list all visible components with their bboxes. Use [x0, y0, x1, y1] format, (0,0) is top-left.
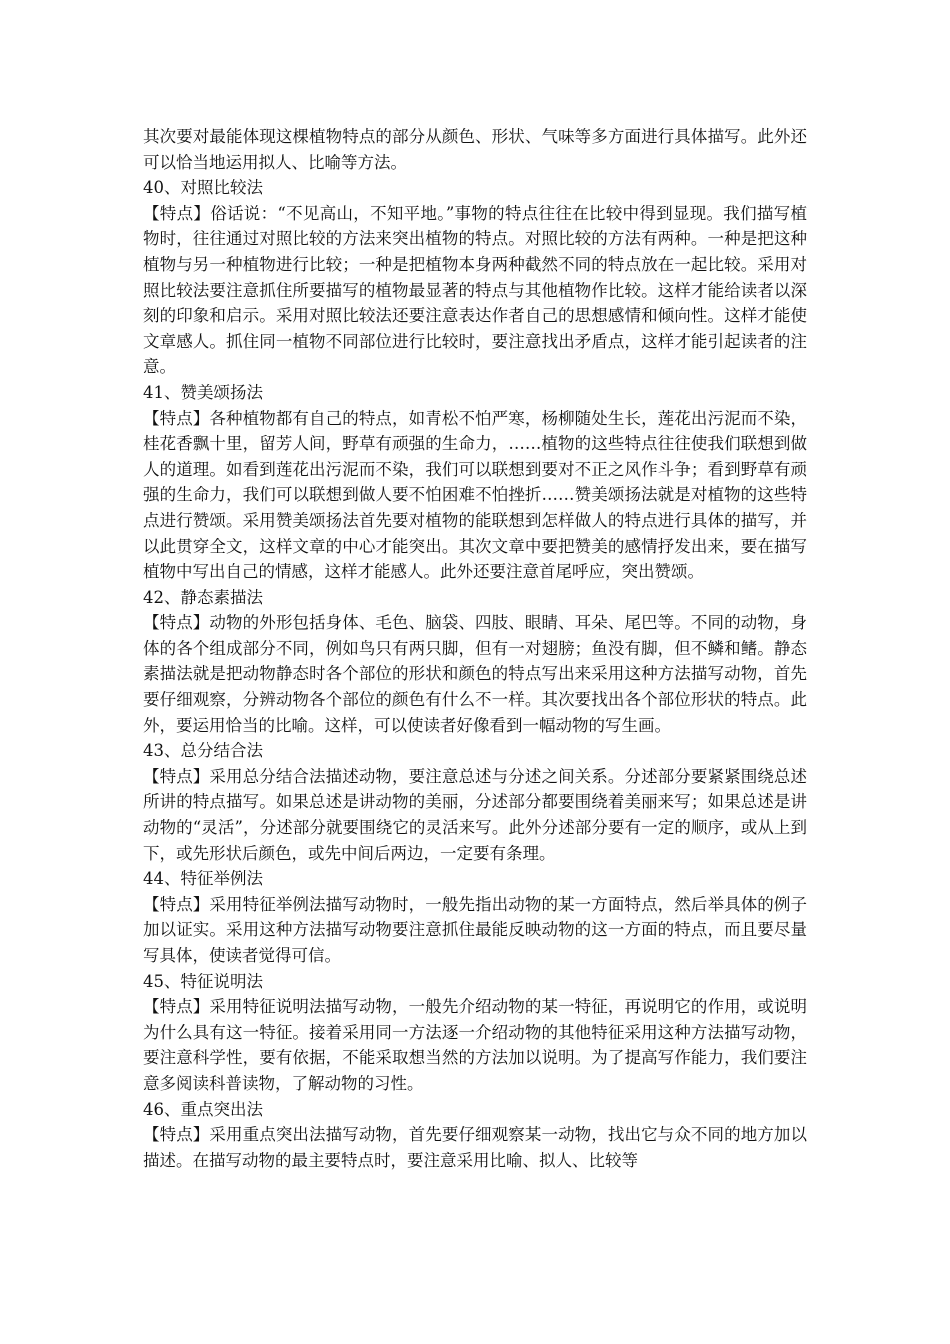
section-heading-42: 42、静态素描法	[143, 587, 263, 607]
paragraph-43: 【特点】采用总分结合法描述动物，要注意总述与分述之间关系。分述部分要紧紧围绕总述所讲的特点描写。如果总述是讲动物的美丽，分述部分都要围绕着美丽来写；如果总述是讲动物的“灵活”，分述部分就要围绕它的灵活来写。此外分述部分要有一定的顺序，或从上到下，或先形状后颜色，或先中间后两边，一定要有条理。	[143, 766, 807, 863]
paragraph-46: 【特点】采用重点突出法描写动物，首先要仔细观察某一动物，找出它与众不同的地方加以描述。在描写动物的最主要特点时，要注意采用比喻、拟人、比较等	[143, 1125, 807, 1170]
paragraph-44: 【特点】采用特征举例法描写动物时，一般先指出动物的某一方面特点，然后举具体的例子加以证实。采用这种方法描写动物要注意抓住最能反映动物的这一方面的特点，而且要尽量写具体，使读者觉得可信。	[143, 894, 807, 965]
paragraph-40: 【特点】俗话说：“不见高山，不知平地。”事物的特点往往在比较中得到显现。我们描写植物时，往往通过对照比较的方法来突出植物的特点。对照比较的方法有两种。一种是把这种植物与另一种植物进行比较；一种是把植物本身两种截然不同的特点放在一起比较。采用对照比较法要注意抓住所要描写的植物最显著的特点与其他植物作比较。这样才能给读者以深刻的印象和启示。采用对照比较法还要注意表达作者自己的思想感情和倾向性。这样才能使文章感人。抓住同一植物不同部位进行比较时，要注意找出矛盾点，这样才能引起读者的注意。	[143, 203, 807, 377]
paragraph-41: 【特点】各种植物都有自己的特点，如青松不怕严寒，杨柳随处生长，莲花出污泥而不染，桂花香飘十里，留芳人间，野草有顽强的生命力，……植物的这些特点往往使我们联想到做人的道理。如看到莲花出污泥而不染，我们可以联想到要对不正之风作斗争；看到野草有顽强的生命力，我们可以联想到做人要不怕困难不怕挫折……赞美颂扬法就是对植物的这些特点进行赞颂。采用赞美颂扬法首先要对植物的能联想到怎样做人的特点进行具体的描写，并以此贯穿全文，这样文章的中心才能突出。其次文章中要把赞美的感情抒发出来，要在描写植物中写出自己的情感，这样才能感人。此外还要注意首尾呼应，突出赞颂。	[143, 408, 807, 582]
section-heading-46: 46、重点突出法	[143, 1099, 263, 1119]
section-heading-45: 45、特征说明法	[143, 971, 263, 991]
section-heading-44: 44、特征举例法	[143, 869, 263, 889]
paragraph-42: 【特点】动物的外形包括身体、毛色、脑袋、四肢、眼睛、耳朵、尾巴等。不同的动物，身体的各个组成部分不同，例如鸟只有两只脚，但有一对翅膀；鱼没有脚，但不鳞和鳍。静态素描法就是把动物静态时各个部位的形状和颜色的特点写出来采用这种方法描写动物，首先要仔细观察，分辨动物各个部位的颜色有什么不一样。其次要找出各个部位形状的特点。此外，要运用恰当的比喻。这样，可以使读者好像看到一幅动物的写生画。	[143, 613, 807, 735]
section-heading-40: 40、对照比较法	[143, 178, 263, 198]
section-heading-41: 41、赞美颂扬法	[143, 382, 263, 402]
paragraph-45: 【特点】采用特征说明法描写动物，一般先介绍动物的某一特征，再说明它的作用，或说明为什么具有这一特征。接着采用同一方法逐一介绍动物的其他特征采用这种方法描写动物，要注意科学性，要有依据，不能采取想当然的方法加以说明。为了提高写作能力，我们要注意多阅读科普读物，了解动物的习性。	[143, 997, 807, 1093]
section-heading-43: 43、总分结合法	[143, 741, 263, 761]
paragraph-intro: 其次要对最能体现这棵植物特点的部分从颜色、形状、气味等多方面进行具体描写。此外还可以恰当地运用拟人、比喻等方法。	[143, 127, 807, 172]
document-body	[143, 124, 807, 1173]
